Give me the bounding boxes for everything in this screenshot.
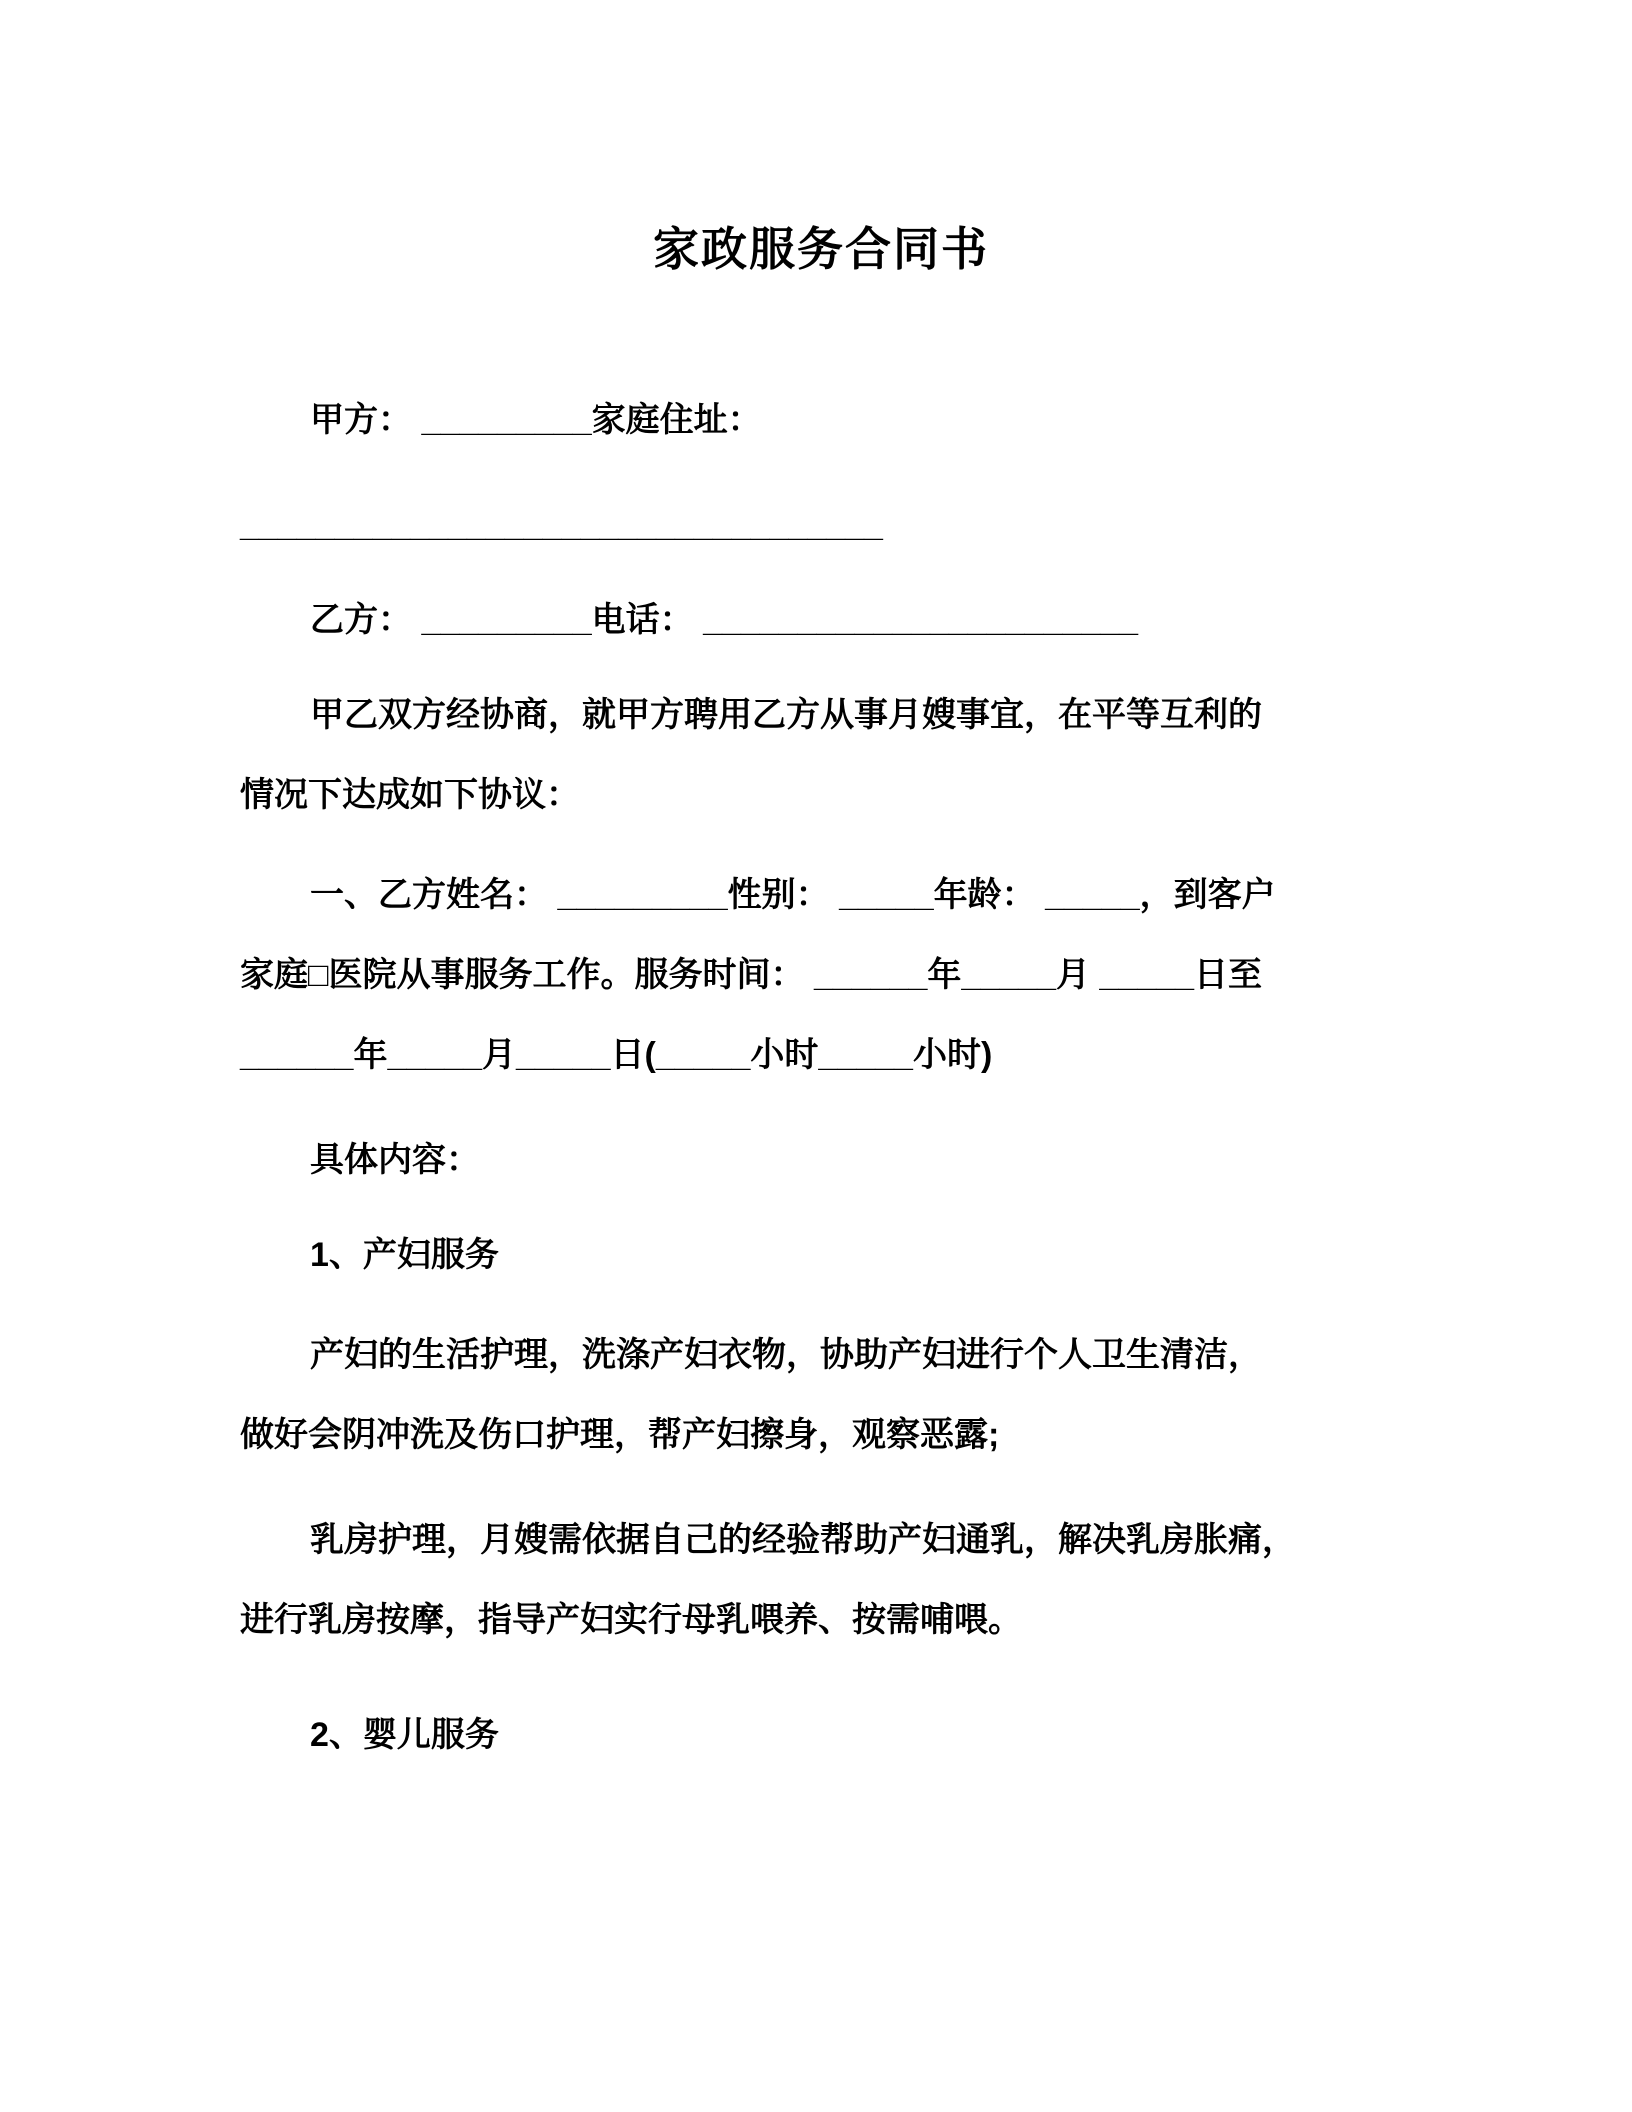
details-heading: 具体内容： [310,1141,480,1179]
section-1-heading: 1、产妇服务 [310,1236,499,1274]
clause-1-line-1: 一、乙方姓名： _________性别： _____年龄： _____，到客户 [310,876,1276,914]
address-blank-line: __________________________________ [240,506,883,544]
clause-1-line-3: ______年_____月_____日(_____小时_____小时) [240,1036,993,1074]
preamble-line-2: 情况下达成如下协议： [240,776,580,814]
preamble-line-1: 甲乙双方经协商，就甲方聘用乙方从事月嫂事宜，在平等互利的 [310,696,1262,734]
section-2-heading: 2、婴儿服务 [310,1716,499,1754]
maternal-care-line-2: 做好会阴冲洗及伤口护理，帮产妇擦身，观察恶露; [240,1416,1000,1454]
party-b-and-phone-line: 乙方： _________电话： _______________________ [310,601,1138,639]
clause-1-line-2: 家庭□医院从事服务工作。服务时间： ______年_____月 _____日至 [240,956,1262,994]
document-title: 家政服务合同书 [653,223,989,275]
party-a-and-address-line: 甲方： _________家庭住址： [310,401,762,439]
maternal-care-line-1: 产妇的生活护理，洗涤产妇衣物，协助产妇进行个人卫生清洁， [310,1336,1262,1374]
breast-care-line-1: 乳房护理，月嫂需依据自己的经验帮助产妇通乳，解决乳房胀痛， [310,1521,1296,1559]
breast-care-line-2: 进行乳房按摩，指导产妇实行母乳喂养、按需哺喂。 [240,1601,1022,1639]
